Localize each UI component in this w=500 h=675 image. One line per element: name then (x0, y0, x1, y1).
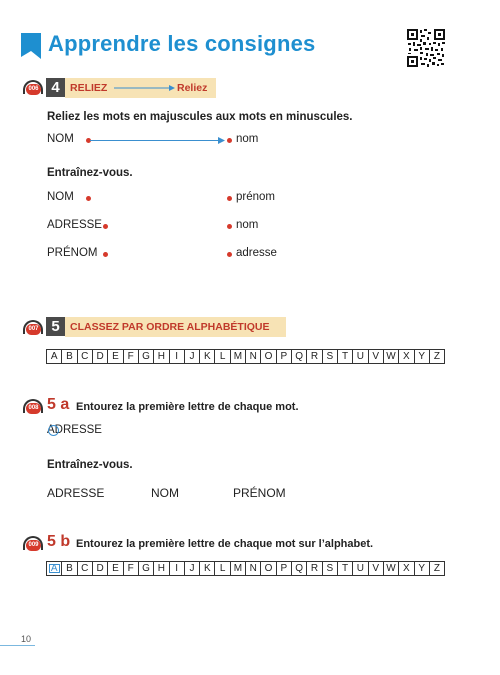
page-number: 10 (21, 634, 32, 644)
alphabet-letter[interactable]: X (399, 350, 414, 363)
exercise-banner (65, 317, 286, 337)
alphabet-letter[interactable]: M (231, 562, 246, 575)
alphabet-strip (46, 561, 445, 576)
banner-arrow-label: Reliez (177, 82, 208, 94)
practice-heading: Entraînez-vous. (47, 167, 133, 179)
exercise-number: 4 (46, 78, 65, 97)
example-word (47, 424, 102, 436)
connect-dot[interactable] (227, 224, 232, 229)
alphabet-letter[interactable]: W (384, 562, 399, 575)
example-link-arrow-icon (90, 136, 228, 145)
right-word: prénom (236, 191, 275, 203)
bookmark-icon (19, 33, 43, 59)
connect-arrow-icon (114, 84, 176, 92)
alphabet-letter[interactable]: F (124, 350, 139, 363)
alphabet-letter[interactable]: M (231, 350, 246, 363)
alphabet-letter[interactable]: U (353, 350, 368, 363)
connect-dot[interactable] (227, 138, 232, 143)
alphabet-letter[interactable]: X (399, 562, 414, 575)
instruction: Entourez la première lettre de chaque mot sur l’alphabet. (76, 538, 374, 550)
alphabet-letter[interactable]: A (47, 562, 62, 575)
alphabet-letter[interactable]: G (139, 562, 154, 575)
alphabet-letter[interactable]: S (323, 562, 338, 575)
alphabet-letter[interactable]: Q (292, 562, 307, 575)
audio-track-number: 008 (26, 403, 41, 414)
banner-label: RELIEZ (70, 82, 108, 94)
connect-dot[interactable] (103, 224, 108, 229)
alphabet-letter[interactable]: T (338, 350, 353, 363)
alphabet-letter[interactable]: L (215, 350, 230, 363)
audio-track-icon[interactable] (22, 399, 44, 417)
practice-word[interactable]: ADRESSE (47, 486, 105, 500)
practice-word[interactable]: PRÉNOM (233, 486, 286, 500)
alphabet-letter[interactable]: J (185, 562, 200, 575)
alphabet-letter[interactable]: B (62, 350, 77, 363)
alphabet-letter[interactable]: S (323, 350, 338, 363)
right-word: nom (236, 219, 259, 231)
alphabet-letter[interactable]: Y (415, 350, 430, 363)
alphabet-letter[interactable]: H (154, 350, 169, 363)
alphabet-letter[interactable]: N (246, 562, 261, 575)
example-first-letter: A (47, 424, 55, 436)
alphabet-letter[interactable]: P (277, 350, 292, 363)
exercise-number: 5 a (47, 396, 70, 413)
footer-rule (0, 645, 35, 646)
audio-track-icon[interactable] (22, 320, 44, 338)
alphabet-letter[interactable]: K (200, 562, 215, 575)
alphabet-letter[interactable]: I (170, 562, 185, 575)
example-right-word: nom (236, 133, 259, 145)
alphabet-letter[interactable]: B (62, 562, 77, 575)
alphabet-letter[interactable]: E (108, 562, 123, 575)
instruction: Reliez les mots en majuscules aux mots en minuscules. (47, 111, 353, 123)
alphabet-letter[interactable]: Z (433, 563, 441, 574)
alphabet-letter[interactable]: O (261, 350, 276, 363)
audio-track-number: 009 (26, 540, 41, 551)
right-word: adresse (236, 247, 277, 259)
practice-heading: Entraînez-vous. (47, 459, 133, 471)
left-word: NOM (47, 191, 74, 203)
alphabet-letter[interactable]: R (307, 562, 322, 575)
alphabet-letter[interactable]: F (124, 562, 139, 575)
alphabet-letter[interactable]: Y (415, 562, 430, 575)
alphabet-letter[interactable]: H (154, 562, 169, 575)
alphabet-letter[interactable]: Z (433, 351, 441, 362)
alphabet-letter[interactable]: N (246, 350, 261, 363)
alphabet-letter[interactable]: D (93, 350, 108, 363)
audio-track-icon[interactable] (22, 80, 44, 98)
exercise-number: 5 b (47, 533, 71, 550)
example-rest-letters: DRESSE (54, 424, 102, 436)
connect-dot[interactable] (227, 196, 232, 201)
alphabet-letter[interactable]: V (369, 350, 384, 363)
alphabet-letter[interactable]: U (353, 562, 368, 575)
instruction: Entourez la première lettre de chaque mot. (76, 401, 299, 413)
connect-dot[interactable] (86, 196, 91, 201)
audio-track-number: 006 (26, 84, 41, 95)
banner-label: CLASSEZ PAR ORDRE ALPHABÉTIQUE (70, 321, 270, 333)
practice-word[interactable]: NOM (151, 486, 179, 500)
alphabet-letter[interactable]: C (78, 350, 93, 363)
example-left-word: NOM (47, 133, 74, 145)
alphabet-letter[interactable]: C (78, 562, 93, 575)
alphabet-letter[interactable]: J (185, 350, 200, 363)
alphabet-strip (46, 349, 445, 364)
audio-track-icon[interactable] (22, 536, 44, 554)
alphabet-letter[interactable]: W (384, 350, 399, 363)
alphabet-letter[interactable]: K (200, 350, 215, 363)
circle-mark (48, 425, 59, 436)
alphabet-letter[interactable]: I (170, 350, 185, 363)
alphabet-letter[interactable]: Q (292, 350, 307, 363)
alphabet-letter[interactable]: L (215, 562, 230, 575)
left-word: PRÉNOM (47, 247, 98, 259)
connect-dot[interactable] (227, 252, 232, 257)
alphabet-letter[interactable]: G (139, 350, 154, 363)
alphabet-letter[interactable]: A (47, 350, 62, 363)
exercise-number: 5 (46, 317, 65, 336)
connect-dot[interactable] (103, 252, 108, 257)
alphabet-letter[interactable]: R (307, 350, 322, 363)
alphabet-letter[interactable]: V (369, 562, 384, 575)
left-word: ADRESSE (47, 219, 102, 231)
qr-code-icon[interactable] (406, 28, 446, 68)
page-title: Apprendre les consignes (48, 31, 316, 56)
alphabet-letter[interactable]: O (261, 562, 276, 575)
alphabet-letter[interactable]: T (338, 562, 353, 575)
alphabet-letter[interactable]: P (277, 562, 292, 575)
audio-track-number: 007 (26, 324, 41, 335)
alphabet-letter[interactable]: D (93, 562, 108, 575)
alphabet-letter[interactable]: E (108, 350, 123, 363)
